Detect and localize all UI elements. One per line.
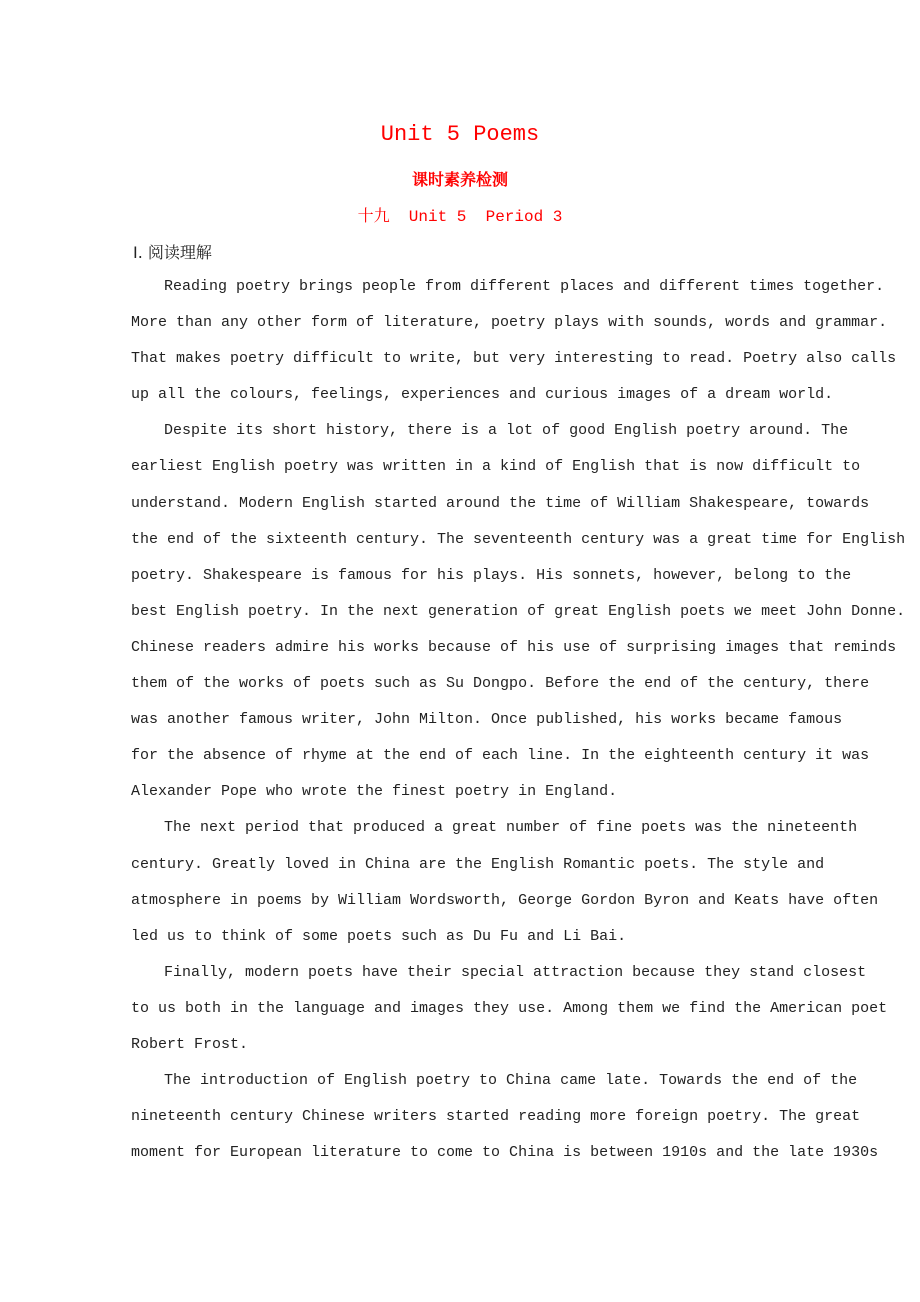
document-subtitle: 课时素养检测 (411, 170, 508, 189)
period-heading: 十九 Unit 5 Period 3 (357, 208, 563, 226)
section-heading: Ⅰ. 阅读理解 (133, 243, 212, 262)
passage-line: Reading poetry brings people from different places and different times together. (164, 278, 885, 295)
reading-passage (131, 276, 906, 1178)
passage-line: led us to think of some poets such as Du Fu and Li Bai. (131, 927, 627, 945)
passage-line: earliest English poetry was written in a kind of English that is now difficult to (131, 458, 861, 476)
passage-line: atmosphere in poems by William Wordsworth, George Gordon Byron and Keats have often (131, 891, 879, 909)
passage-line: was another famous writer, John Milton. Once published, his works became famous (131, 711, 843, 729)
document-title: Unit 5 Poems (380, 122, 540, 147)
passage-line: The introduction of English poetry to China came late. Towards the end of the (164, 1072, 858, 1090)
passage-line: Robert Frost. (131, 1035, 249, 1053)
passage-line: Despite its short history, there is a lot of good English poetry around. The (164, 422, 849, 440)
passage-line: Alexander Pope who wrote the finest poetry in England. (131, 783, 618, 801)
passage-line: best English poetry. In the next generation of great English poets we meet John Donne. (131, 602, 906, 620)
passage-line: for the absence of rhyme at the end of each line. In the eighteenth century it was (131, 747, 870, 765)
passage-line: century. Greatly loved in China are the English Romantic poets. The style and (131, 855, 825, 873)
passage-line: moment for European literature to come to China is between 1910s and the late 1930s (131, 1144, 879, 1162)
passage-line: them of the works of poets such as Su Dongpo. Before the end of the century, there (131, 675, 870, 693)
passage-line: nineteenth century Chinese writers started reading more foreign poetry. The great (131, 1108, 861, 1126)
passage-line: Chinese readers admire his works because of his use of surprising images that reminds (131, 638, 897, 656)
passage-line: the end of the sixteenth century. The seventeenth century was a great time for English (131, 530, 906, 548)
passage-line: to us both in the language and images they use. Among them we find the American poet (131, 999, 888, 1017)
passage-line: poetry. Shakespeare is famous for his plays. His sonnets, however, belong to the (131, 566, 852, 584)
passage-line: The next period that produced a great number of fine poets was the nineteenth (164, 819, 858, 837)
passage-line: More than any other form of literature, poetry plays with sounds, words and grammar. (131, 314, 888, 332)
passage-line: Finally, modern poets have their special attraction because they stand closest (164, 963, 867, 981)
passage-line: up all the colours, feelings, experiences and curious images of a dream world. (131, 386, 834, 404)
passage-line: understand. Modern English started around the time of William Shakespeare, towards (131, 494, 870, 512)
passage-line: That makes poetry difficult to write, but very interesting to read. Poetry also calls (131, 350, 897, 368)
